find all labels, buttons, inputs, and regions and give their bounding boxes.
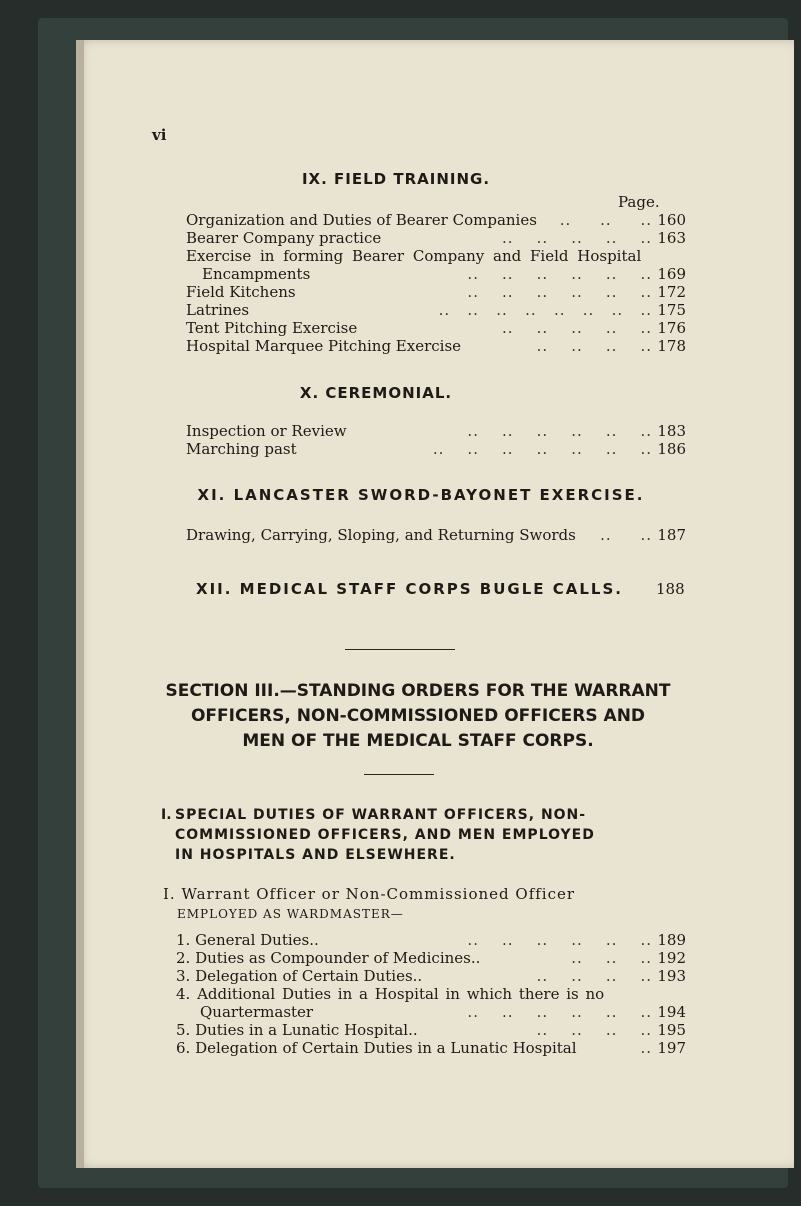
page-number: vi: [152, 126, 167, 144]
toc-entry: [186, 229, 686, 247]
leader-dots: .. .. .. .. ..: [502, 319, 652, 337]
divider-rule: [345, 649, 455, 650]
toc-entry-page: 193: [657, 967, 686, 985]
toc-entry-page: 175: [657, 301, 686, 319]
section-title-line: OFFICERS, NON-COMMISSIONED OFFICERS AND: [190, 706, 646, 726]
divider-rule: [364, 774, 434, 775]
toc-entry-page: 183: [657, 422, 686, 440]
toc-entry-title: 5. Duties in a Lunatic Hospital..: [176, 1021, 418, 1039]
toc-entry: [186, 283, 686, 301]
toc-entry-title: Tent Pitching Exercise: [186, 319, 358, 337]
toc-entry-page: 186: [657, 440, 686, 458]
toc-entry-title: Bearer Company practice: [186, 229, 382, 247]
toc-entry-title: 6. Delegation of Certain Duties in a Lunatic Hospital: [176, 1039, 577, 1057]
toc-entry: [176, 1003, 686, 1021]
leader-dots: .. .. ..: [559, 211, 652, 229]
heading-line: COMMISSIONED OFFICERS, AND MEN EMPLOYED: [175, 827, 595, 843]
toc-entry: [176, 967, 686, 985]
toc-entry-title: Marching past: [186, 440, 297, 458]
toc-entry: [186, 265, 686, 283]
leader-dots: .. .. .. .. .. .. ..: [432, 440, 652, 458]
field-training-heading: IX. FIELD TRAINING.: [301, 170, 491, 188]
toc-entry-page: 189: [657, 931, 686, 949]
heading-line: EMPLOYED AS WARDMASTER—: [177, 907, 404, 921]
special-duties-heading: [163, 805, 643, 865]
leader-dots: ..: [640, 1039, 652, 1057]
toc-entry-page: 197: [657, 1039, 686, 1057]
toc-entry: [176, 1021, 686, 1039]
toc-entry-page: 178: [657, 337, 686, 355]
heading-line: SPECIAL DUTIES OF WARRANT OFFICERS, NON-: [175, 807, 587, 823]
toc-entry-page: 163: [657, 229, 686, 247]
toc-entry-title: Latrines: [186, 301, 250, 319]
leader-dots: .. .. .. .. .. ..: [467, 265, 652, 283]
leader-dots: .. .. .. .. .. ..: [467, 422, 652, 440]
leader-dots: .. .. .. ..: [536, 1021, 652, 1039]
toc-entry-title: Drawing, Carrying, Sloping, and Returning Swords: [186, 526, 576, 544]
toc-entry: [186, 440, 686, 458]
toc-entry-title: Inspection or Review: [186, 422, 347, 440]
leader-dots: .. .. .. .. .. .. .. ..: [438, 301, 652, 319]
toc-entry-title: 2. Duties as Compounder of Medicines..: [176, 949, 481, 967]
leader-dots: .. ..: [600, 526, 652, 544]
toc-entry-title: Exercise in forming Bearer Company and Field Hospital: [186, 247, 642, 265]
heading-line: I. Warrant Officer or Non-Commissioned Officer: [163, 885, 576, 903]
bugle-calls-page: 188: [656, 580, 685, 598]
toc-entry-page: 172: [657, 283, 686, 301]
toc-entry: [186, 211, 686, 229]
toc-entry-title: 4. Additional Duties in a Hospital in which there is no: [176, 985, 605, 1003]
leader-dots: .. .. .. .. .. ..: [467, 283, 652, 301]
toc-entry: [176, 1039, 686, 1057]
section-title-line: SECTION III.—STANDING ORDERS FOR THE WARRANT: [165, 681, 671, 701]
section-three-title: [148, 679, 688, 754]
ceremonial-heading: X. CEREMONIAL.: [299, 384, 453, 402]
toc-entry-title: 1. General Duties..: [176, 931, 319, 949]
toc-entry: [186, 247, 686, 265]
toc-entry-title: Field Kitchens: [186, 283, 296, 301]
toc-entry-page: 160: [657, 211, 686, 229]
leader-dots: .. .. ..: [571, 949, 652, 967]
lancaster-heading: XI. LANCASTER SWORD-BAYONET EXERCISE.: [197, 486, 645, 504]
leader-dots: .. .. .. ..: [536, 337, 652, 355]
toc-entry: [186, 422, 686, 440]
toc-entry-title: Hospital Marquee Pitching Exercise: [186, 337, 462, 355]
toc-entry-title: Quartermaster: [200, 1003, 314, 1021]
toc-entry: [186, 301, 686, 319]
toc-entry-page: 192: [657, 949, 686, 967]
toc-entry-page: 187: [657, 526, 686, 544]
wardmaster-heading: [163, 884, 643, 924]
leader-dots: .. .. .. .. .. ..: [467, 1003, 652, 1021]
toc-entry: [176, 949, 686, 967]
toc-entry: [186, 337, 686, 355]
heading-number: I.: [161, 807, 172, 823]
page-column-label: Page.: [618, 193, 660, 211]
leader-dots: .. .. .. .. ..: [502, 229, 652, 247]
bugle-calls-heading: XII. MEDICAL STAFF CORPS BUGLE CALLS.: [196, 580, 623, 598]
toc-entry: [176, 931, 686, 949]
toc-entry-title: Encampments: [202, 265, 311, 283]
toc-entry-title: 3. Delegation of Certain Duties..: [176, 967, 423, 985]
toc-entry-title: Organization and Duties of Bearer Companies: [186, 211, 537, 229]
section-title-line: MEN OF THE MEDICAL STAFF CORPS.: [242, 731, 594, 751]
page-gutter: [76, 40, 84, 1168]
toc-entry-page: 176: [657, 319, 686, 337]
heading-line: IN HOSPITALS AND ELSEWHERE.: [175, 847, 456, 863]
toc-entry: [176, 985, 686, 1003]
toc-entry: [186, 526, 686, 544]
toc-entry-page: 169: [657, 265, 686, 283]
leader-dots: .. .. .. ..: [536, 967, 652, 985]
leader-dots: .. .. .. .. .. ..: [467, 931, 652, 949]
toc-entry: [186, 319, 686, 337]
toc-entry-page: 194: [657, 1003, 686, 1021]
toc-entry-page: 195: [657, 1021, 686, 1039]
